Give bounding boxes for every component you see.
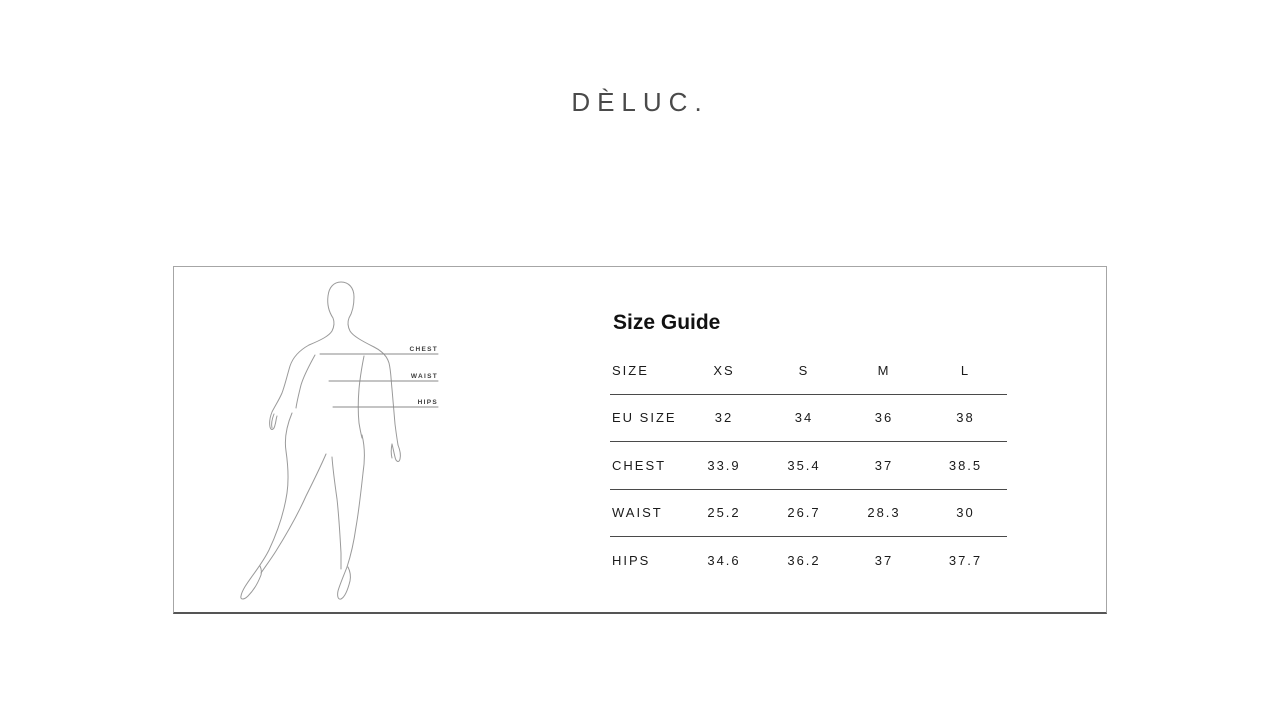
size-value-cell: 36.2 bbox=[787, 552, 821, 568]
chest-row bbox=[610, 442, 1007, 490]
figure-left-leg-inner bbox=[261, 454, 326, 573]
size-value-cell: 38.5 bbox=[924, 442, 1007, 490]
figure-right-arm bbox=[374, 347, 398, 445]
figure-left-foot bbox=[241, 566, 262, 599]
hips-figure-label: HIPS bbox=[417, 399, 438, 406]
croquis-figure-illustration bbox=[174, 267, 614, 613]
row-label: CHEST bbox=[610, 442, 684, 490]
figure-left-inner-arm bbox=[296, 355, 315, 408]
figure-right-hand bbox=[392, 444, 400, 461]
size-value-cell: 37 bbox=[844, 442, 924, 490]
size-value-cell: 34.6 bbox=[707, 552, 741, 568]
figure-left-leg-outer bbox=[253, 413, 292, 575]
l-col-header: L bbox=[924, 347, 1007, 394]
figure-head-shoulders bbox=[309, 282, 374, 347]
brand-logo: DÈLUC. bbox=[571, 87, 709, 117]
size-col-header: SIZE bbox=[610, 347, 684, 394]
figure-right-leg-outer bbox=[347, 435, 364, 567]
figure-panel bbox=[174, 267, 614, 613]
chest-figure-label: CHEST bbox=[409, 346, 438, 353]
size-value-cell: 34 bbox=[764, 394, 844, 442]
size-value-cell: 25.2 bbox=[684, 489, 764, 537]
size-value-cell: 38 bbox=[924, 394, 1007, 442]
size-guide-title: Size Guide bbox=[613, 311, 721, 334]
row-label: EU SIZE bbox=[610, 394, 684, 442]
s-col-header: S bbox=[764, 347, 844, 394]
size-guide-card bbox=[173, 266, 1107, 614]
size-value-cell: 37 bbox=[874, 552, 894, 568]
size-table bbox=[610, 347, 1007, 584]
figure-left-arm bbox=[270, 345, 309, 429]
xs-col-header: XS bbox=[684, 347, 764, 394]
figure-right-thumb bbox=[391, 444, 392, 458]
figure-right-foot bbox=[338, 567, 351, 599]
size-value-cell: 37.7 bbox=[948, 552, 983, 568]
size-value-cell: 35.4 bbox=[764, 442, 844, 490]
size-value-cell: 32 bbox=[684, 394, 764, 442]
hips-row bbox=[610, 537, 1007, 584]
size-value-cell: 28.3 bbox=[844, 489, 924, 537]
size-table-header-row bbox=[610, 347, 1007, 394]
figure-left-hand bbox=[272, 414, 274, 428]
size-value-cell: 30 bbox=[924, 489, 1007, 537]
waist-row bbox=[610, 489, 1007, 537]
figure-right-inner-arm bbox=[358, 356, 364, 438]
row-label: WAIST bbox=[610, 489, 684, 537]
waist-figure-label: WAIST bbox=[410, 373, 438, 380]
m-col-header: M bbox=[844, 347, 924, 394]
figure-right-leg-inner bbox=[332, 457, 341, 569]
size-value-cell: 26.7 bbox=[764, 489, 844, 537]
eu-size-row bbox=[610, 394, 1007, 442]
row-label: HIPS bbox=[612, 552, 651, 568]
size-value-cell: 36 bbox=[844, 394, 924, 442]
size-value-cell: 33.9 bbox=[684, 442, 764, 490]
